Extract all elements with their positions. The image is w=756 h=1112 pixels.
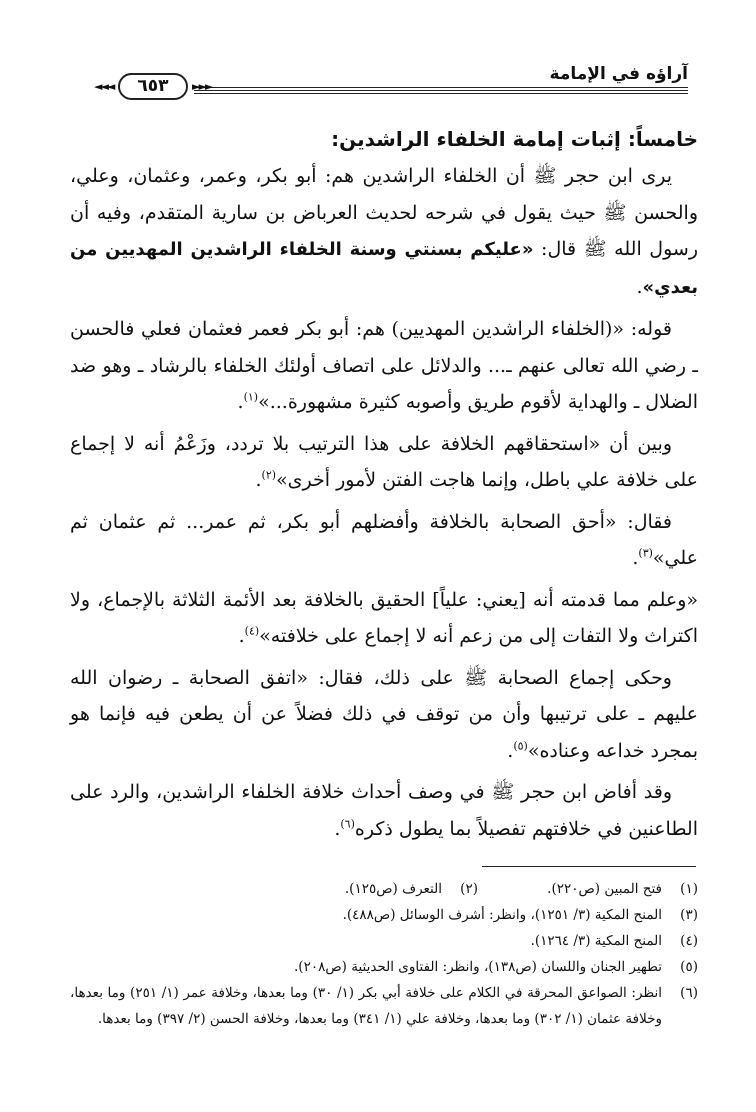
footnote-1: (١) فتح المبين (ص٢٢٠). (547, 881, 698, 897)
ornament-arrows-icon: ►►► (192, 80, 212, 93)
footnote-ref: (٥) (513, 739, 528, 753)
paragraph: يرى ابن حجر ﷺ أن الخلفاء الراشدين هم: أبو بكر، وعمر، وعثمان، وعلي، والحسن ﷺ حيث يقول في شرحه لحديث العرباض بن سارية المتقدم، وفيه أن رسول الله ﷺ قال: «عليكم بسنتي وسنة الخلفاء الراشدين المهديين من بعدي». (70, 165, 698, 298)
footnote-row (70, 876, 698, 902)
footnotes (70, 876, 698, 1032)
paragraph: وبين أن «استحقاقهم الخلافة على هذا الترتيب بلا تردد، وزَعْمُ أنه لا إجماع على خلافة علي باطل، وإنما هاجت الفتن لأمور أخرى»$^{(٢)}$. (70, 432, 698, 491)
footnote-ref: (٤) (244, 624, 260, 638)
footnote-4: (٤) المنح المكية (٣/ ١٢٦٤). (530, 933, 698, 949)
page-header (92, 62, 688, 112)
paragraph: فقال: «أحق الصحابة بالخلافة وأفضلهم أبو بكر، ثم عمر... ثم عثمان ثم علي»$^{(٣)}$. (70, 510, 698, 569)
footnote-ref: (٣) (638, 546, 653, 560)
header-rule (194, 93, 688, 94)
header-rule (194, 87, 688, 88)
body-text (70, 120, 698, 852)
footnote-2: (٢) التعرف (ص١٢٥). (344, 881, 478, 897)
footnote-ref: (٦) (340, 817, 355, 831)
footnote-3: (٣) المنح المكية (٣/ ١٢٥١)، وانظر: أشرف الوسائل (ص٤٨٨). (342, 907, 698, 923)
ornament-arrows-icon: ◄◄◄ (94, 80, 114, 93)
paragraph: قوله: «(الخلفاء الراشدين المهديين) هم: أبو بكر فعمر فعثمان فعلي فالحسن ـ رضي الله تعالى عنهم ـ... والدلائل على اتصاف أولئك الخلفاء بالرشاد ـ وهو ضد الضلال ـ والهداية لأقوم طريق وأصوبه كثيرة مشهورة...»$^{(١)}$. (70, 318, 698, 413)
footnote-separator (482, 866, 696, 867)
footnote-ref: (٢) (261, 468, 277, 482)
footnote-6: (٦) انظر: الصواعق المحرقة في الكلام على خلافة أبي بكر (١/ ٣٠) وما بعدها، وخلافة عمر (١/ ٢٥١) وما بعدها، وخلافة عثمان (١/ ٣٠٢) وما بعدها، وخلافة علي (١/ ٣٤١) وما بعدها، وخلافة الحسن (٢/ ٣٩٧) وما بعدها. (70, 985, 698, 1027)
footnote-ref: (١) (243, 390, 259, 404)
paragraph: وقد أفاض ابن حجر ﷺ في وصف أحداث خلافة الخلفاء الراشدين، والرد على الطاعنين في خلافتهم تفصيلاً بما يطول ذكره$^{(٦)}$. (70, 781, 698, 840)
hadith-quote: «عليكم بسنتي وسنة الخلفاء الراشدين المهديين من بعدي» (70, 239, 698, 298)
paragraph: «وعلم مما قدمته أنه [يعني: علياً] الحقيق بالخلافة بعد الأئمة الثلاثة بالإجماع، ولا اكتراث ولا التفات إلى من زعم أنه لا إجماع على خلافته»$^{(٤)}$. (70, 588, 698, 647)
section-heading: خامساً: إثبات إمامة الخلفاء الراشدين: (331, 127, 698, 151)
footnote-5: (٥) تطهير الجنان واللسان (ص١٣٨)، وانظر: الفتاوى الحديثية (ص٢٠٨). (294, 959, 698, 975)
page-number: ٦٥٣ (118, 73, 188, 100)
paragraph: وحكى إجماع الصحابة ﷺ على ذلك، فقال: «اتفق الصحابة ـ رضوان الله عليهم ـ على ترتيبها وأن من توقف في ذلك فضلاً عن أن يطعن فيه فإنما هو بمجرد خداعه وعناده»$^{(٥)}$. (70, 666, 698, 762)
running-title: آراؤه في الإمامة (549, 64, 688, 84)
header-rule (194, 90, 688, 91)
